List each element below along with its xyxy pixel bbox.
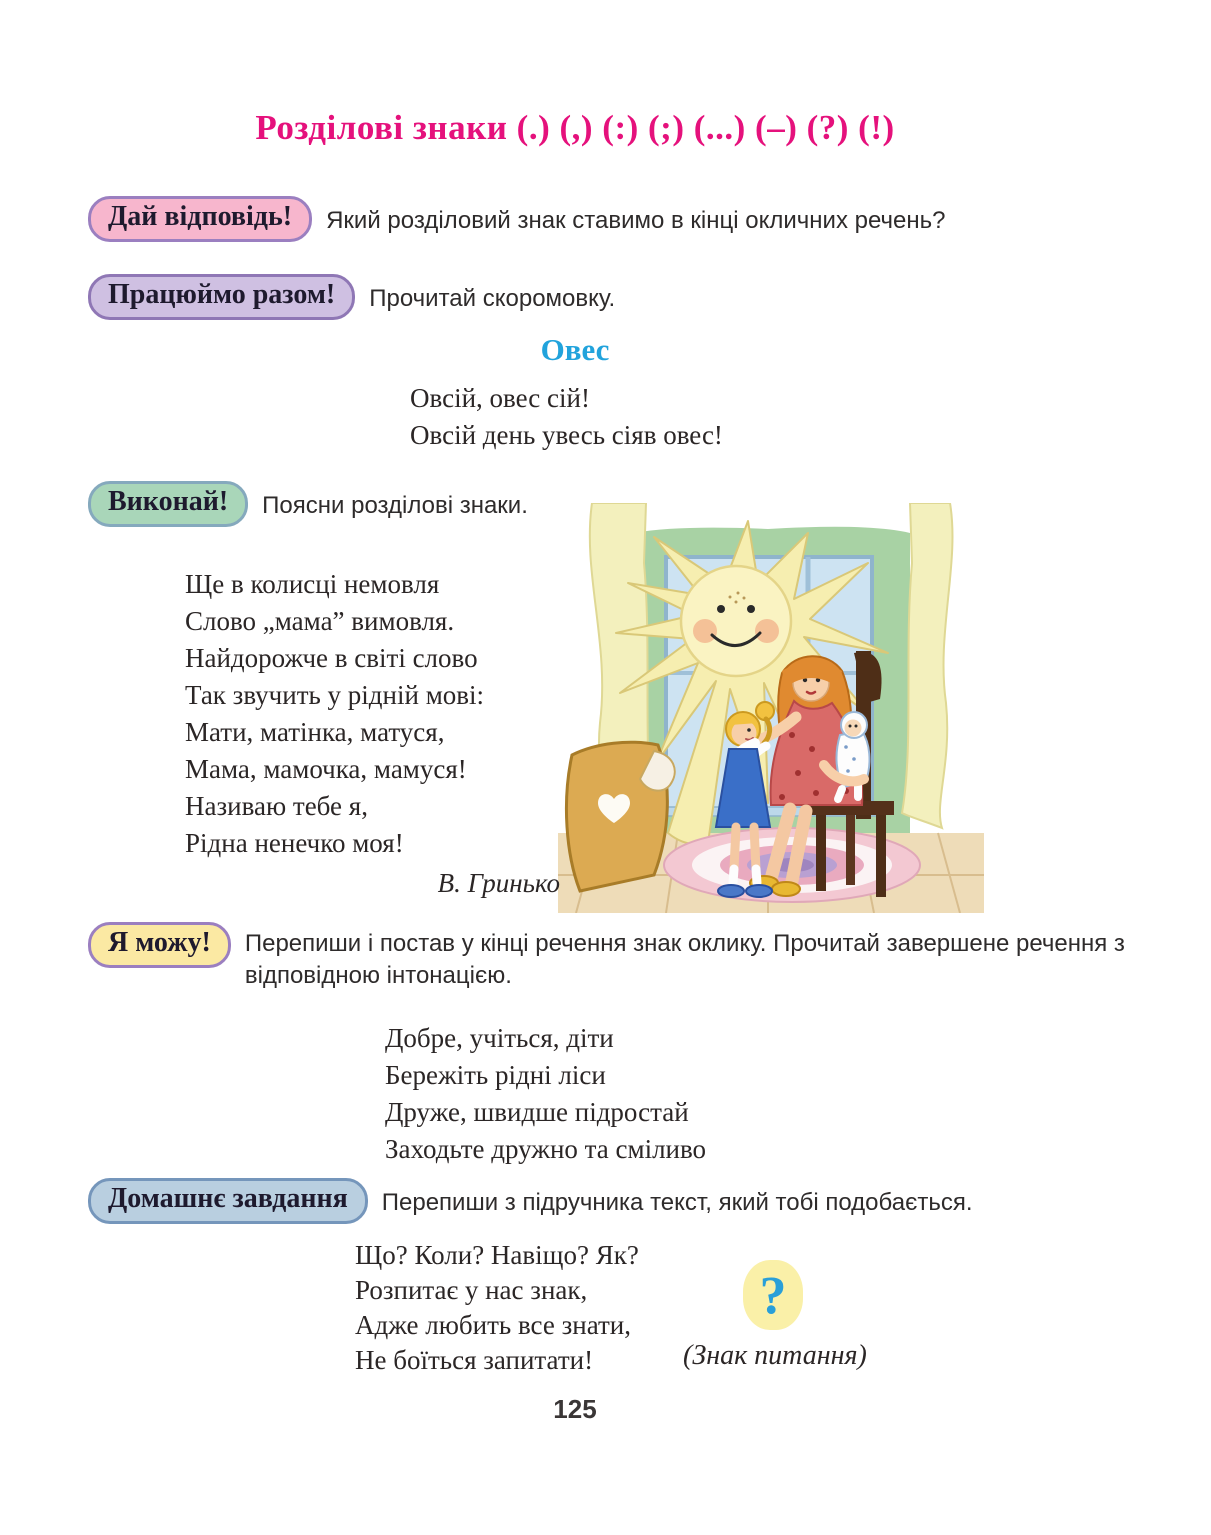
- exercise-line: Заходьте дружно та сміливо: [385, 1134, 707, 1164]
- perform-badge: Виконай!: [88, 481, 248, 527]
- tongue-twister-title: Овес: [540, 332, 610, 367]
- poem-line: Ще в колисці немовля: [185, 569, 440, 599]
- riddle-caption: (Знак питання): [683, 1340, 867, 1371]
- section-i-can: [88, 924, 1136, 992]
- answer-badge: Дай відповідь!: [88, 196, 312, 242]
- poem-line: Так звучить у рідній мові:: [185, 680, 485, 710]
- tongue-twister: [410, 380, 723, 454]
- i-can-instruction: Перепиши і постав у кінці речення знак оклику. Прочитай завершене речення з відповідною інтонацією.: [244, 930, 1125, 989]
- together-instruction: Прочитай скоромовку.: [369, 285, 616, 312]
- poem-author: В. Гринько: [437, 868, 560, 898]
- illustration-mother-and-child: [558, 503, 984, 913]
- tongue-twister-line: Овсій, овес сій!: [410, 383, 590, 413]
- riddle: [355, 1238, 639, 1378]
- riddle-line: Не боїться запитати!: [355, 1345, 594, 1375]
- homework-instruction: Перепиши з підручника текст, який тобі подобається.: [381, 1189, 973, 1216]
- exercise-line: Бережіть рідні ліси: [385, 1060, 606, 1090]
- perform-instruction: Поясни розділові знаки.: [262, 492, 528, 519]
- question-mark-icon: [743, 1260, 803, 1330]
- section-answer: [88, 196, 945, 242]
- riddle-line: Адже любить все знати,: [355, 1310, 631, 1340]
- poem-line: Слово „мама” вимовля.: [185, 606, 455, 636]
- question-mark-glyph: ?: [759, 1265, 787, 1325]
- section-homework: [88, 1178, 972, 1224]
- page-number: 125: [553, 1394, 597, 1424]
- homework-badge: Домашнє завдання: [88, 1178, 368, 1224]
- answer-instruction: Який розділовий знак ставимо в кінці окличних речень?: [326, 207, 946, 234]
- riddle-line: Розпитає у нас знак,: [355, 1275, 588, 1305]
- poem-line: Називаю тебе я,: [185, 791, 368, 821]
- exercise-line: Добре, учіться, діти: [385, 1023, 614, 1053]
- tongue-twister-line: Овсій день увесь сіяв овес!: [410, 420, 723, 450]
- exercise-line: Друже, швидше підростай: [385, 1097, 689, 1127]
- poem-line: Мама, мамочка, мамуся!: [185, 754, 467, 784]
- together-badge: Працюймо разом!: [88, 274, 355, 320]
- exercise-lines: [385, 1020, 706, 1168]
- section-perform: [88, 481, 528, 527]
- i-can-badge: Я можу!: [88, 922, 231, 968]
- poem-line: Рідна ненечко моя!: [185, 828, 404, 858]
- poem-line: Найдорожче в світі слово: [185, 643, 478, 673]
- poem: [185, 566, 560, 902]
- section-together: [88, 274, 615, 320]
- page-title: Розділові знаки (.) (,) (:) (;) (...) (–) (?) (!): [255, 108, 895, 147]
- riddle-line: Що? Коли? Навіщо? Як?: [355, 1240, 639, 1270]
- poem-line: Мати, матінка, матуся,: [185, 717, 445, 747]
